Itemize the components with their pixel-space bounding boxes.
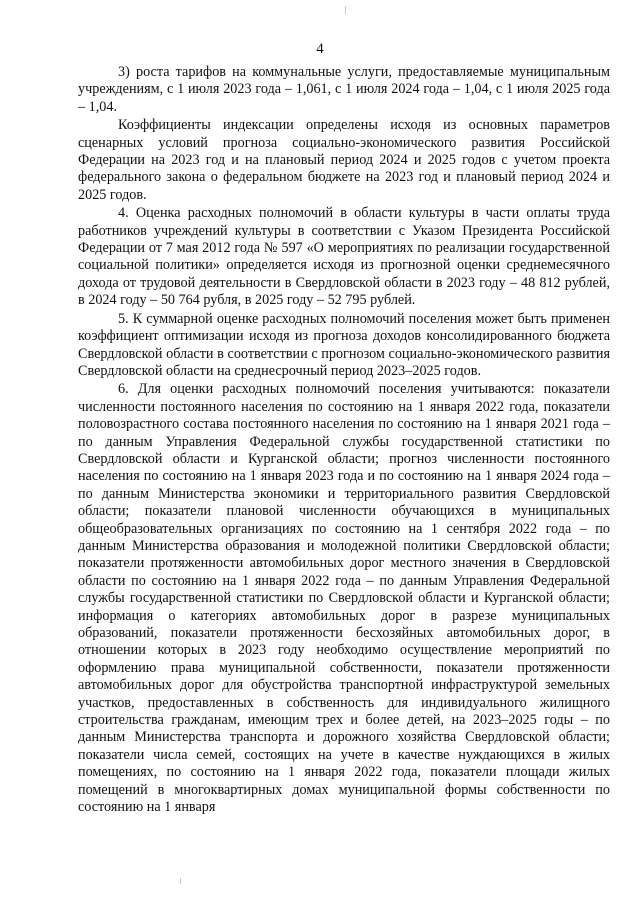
paragraph-optimization-coefficient: 5. К суммарной оценке расходных полномочий поселения может быть применен коэффициент оптимизации исходя из прогноза доходов консолидированного бюджета Свердловской области в соответствии с прогнозом социально-экономического развития Свердловской области на среднесрочный период 2023–2025 годов. (78, 310, 610, 379)
scan-speck-top (345, 6, 346, 14)
paragraph-indicators: 6. Для оценки расходных полномочий поселения учитываются: показатели численности постоянного населения по состоянию на 1 января 2022 года, показатели половозрастного состава постоянного населения по состоянию на 1 января 2021 года – по данным Управления Федеральной службы государственной статистики по Свердловской области и Курганской области; прогноз численности постоянного населения по состоянию на 1 января 2023 года и по состоянию на 1 января 2024 года – по данным Министерства экономики и территориального развития Свердловской области; показатели плановой численности обучающихся в муниципальных общеобразовательных организациях по состоянию на 1 сентября 2022 года – по данным Министерства образования и молодежной политики Свердловской области; показатели протяженности автомобильных дорог местного значения в Свердловской области по состоянию на 1 января 2022 года – по данным Управления Федеральной службы государственной статистики по Свердловской области и Курганской области; информация о категориях автомобильных дорог в разрезе муниципальных образований, показатели протяженности бесхозяйных автомобильных дорог, в отношении которых в 2023 году необходимо осуществление мероприятий по оформлению права муниципальной собственности, показатели протяженности автомобильных дорог для обустройства транспортной инфраструктурой земельных участков, предоставленных в собственность для индивидуального жилищного строительства гражданам, имеющим трех и более детей, на 2023–2025 годы – по данным Министерства транспорта и дорожного хозяйства Свердловской области; показатели числа семей, состоящих на учете в качестве нуждающихся в жилых помещениях, по состоянию на 1 января 2022 года, показатели площади жилых помещений в многоквартирных домах муниципальной формы собственности по состоянию на 1 января (78, 381, 610, 816)
paragraph-indexation-coefficients: Коэффициенты индексации определены исходя из основных параметров сценарных условий прогноза социально-экономического развития Российской Федерации на 2023 год и на плановый период 2024 и 2025 годов с учетом проекта федерального закона о федеральном бюджете на 2023 год и плановый период 2024 и 2025 годов. (78, 117, 610, 203)
page-number: 4 (316, 41, 324, 57)
paragraph-tariff-growth: 3) роста тарифов на коммунальные услуги, предоставляемые муниципальным учреждениям, с 1 июля 2023 года – 1,061, с 1 июля 2024 года – 1,04, с 1 июля 2025 года – 1,04. (78, 64, 610, 115)
paragraph-culture-wages: 4. Оценка расходных полномочий в области культуры в части оплаты труда работников учреждений культуры в соответствии с Указом Президента Российской Федерации от 7 мая 2012 года № 597 «О мероприятиях по реализации государственной социальной политики» определяется исходя из прогнозной оценки среднемесячного дохода от трудовой деятельности в Свердловской области в 2023 году – 48 812 рублей, в 2024 году – 50 764 рубля, в 2025 году – 52 795 рублей. (78, 205, 610, 309)
scan-speck-bottom (180, 878, 181, 884)
body-text (78, 64, 610, 817)
